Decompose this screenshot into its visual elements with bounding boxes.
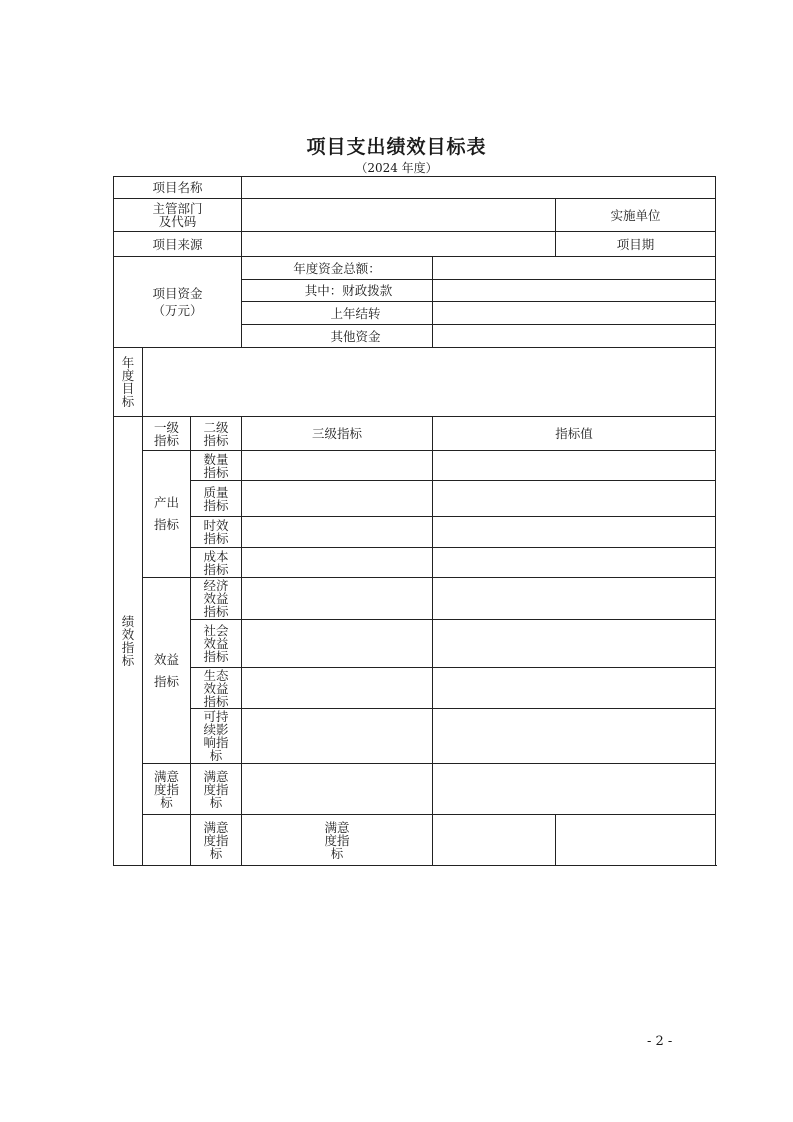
project-source-field[interactable] <box>242 232 556 257</box>
bottom-satisfaction-level2-label: 满意度指标 <box>242 815 433 866</box>
indicator-value-header: 指标值 <box>433 417 716 451</box>
ecological-indicator-label: 生态效益指标 <box>191 668 242 709</box>
fiscal-allocation-label: 其中：财政拨款 <box>242 280 433 302</box>
quality-value-field[interactable] <box>433 481 716 517</box>
department-label: 主管部门 及代码 <box>114 199 242 232</box>
level3-header: 三级指标 <box>242 417 433 451</box>
output-indicator-label: 产出指标 <box>143 451 191 578</box>
timeliness-value-field[interactable] <box>433 517 716 548</box>
sustainable-indicator-label: 可持续影响指标 <box>191 709 242 764</box>
bottom-satisfaction-level3-field[interactable] <box>433 815 556 866</box>
economic-indicator-label: 经济效益指标 <box>191 578 242 620</box>
satisfaction-value-field[interactable] <box>433 764 716 815</box>
quality-indicator-label: 质量指标 <box>191 481 242 517</box>
annual-goal-label: 年度目标 <box>114 348 143 417</box>
project-funds-label: 项目资金 （万元） <box>114 257 242 348</box>
implementing-unit-label: 实施单位 <box>556 199 716 232</box>
quality-level3-field[interactable] <box>242 481 433 517</box>
level1-header: 一级指标 <box>143 417 191 451</box>
annual-total-label: 年度资金总额： <box>242 257 433 280</box>
economic-value-field[interactable] <box>433 578 716 620</box>
sustainable-value-field[interactable] <box>433 709 716 764</box>
performance-indicator-label: 绩效指标 <box>114 417 143 866</box>
carryover-field[interactable] <box>433 302 716 325</box>
social-level3-field[interactable] <box>242 620 433 668</box>
annual-goal-field[interactable] <box>143 348 716 417</box>
department-field[interactable] <box>242 199 556 232</box>
satisfaction-level1-label: 满意度指标 <box>143 764 191 815</box>
annual-total-field[interactable] <box>433 257 716 280</box>
bottom-empty-cell <box>143 815 191 866</box>
other-funds-label: 其他资金 <box>242 325 433 348</box>
timeliness-indicator-label: 时效指标 <box>191 517 242 548</box>
social-value-field[interactable] <box>433 620 716 668</box>
bottom-satisfaction-level1-label: 满意度指标 <box>191 815 242 866</box>
quantity-indicator-label: 数量指标 <box>191 451 242 481</box>
project-name-label: 项目名称 <box>114 177 242 199</box>
benefit-indicator-label: 效益指标 <box>143 578 191 764</box>
satisfaction-level2-label: 满意度指标 <box>191 764 242 815</box>
fiscal-allocation-field[interactable] <box>433 280 716 302</box>
page-subtitle: （2024 年度） <box>355 161 438 175</box>
level2-header: 二级指标 <box>191 417 242 451</box>
sustainable-level3-field[interactable] <box>242 709 433 764</box>
cost-value-field[interactable] <box>433 548 716 578</box>
satisfaction-level3-field[interactable] <box>242 764 433 815</box>
bottom-satisfaction-value-field[interactable] <box>556 815 716 866</box>
page-title: 项目支出绩效目标表 <box>306 136 487 158</box>
quantity-level3-field[interactable] <box>242 451 433 481</box>
cost-level3-field[interactable] <box>242 548 433 578</box>
ecological-value-field[interactable] <box>433 668 716 709</box>
project-source-label: 项目来源 <box>114 232 242 257</box>
carryover-label: 上年结转 <box>242 302 433 325</box>
cost-indicator-label: 成本指标 <box>191 548 242 578</box>
quantity-value-field[interactable] <box>433 451 716 481</box>
other-funds-field[interactable] <box>433 325 716 348</box>
timeliness-level3-field[interactable] <box>242 517 433 548</box>
page-number: - 2 - <box>647 1034 673 1049</box>
project-name-field[interactable] <box>242 177 716 199</box>
economic-level3-field[interactable] <box>242 578 433 620</box>
ecological-level3-field[interactable] <box>242 668 433 709</box>
project-period-label: 项目期 <box>556 232 716 257</box>
social-indicator-label: 社会效益指标 <box>191 620 242 668</box>
performance-target-table <box>113 176 716 866</box>
